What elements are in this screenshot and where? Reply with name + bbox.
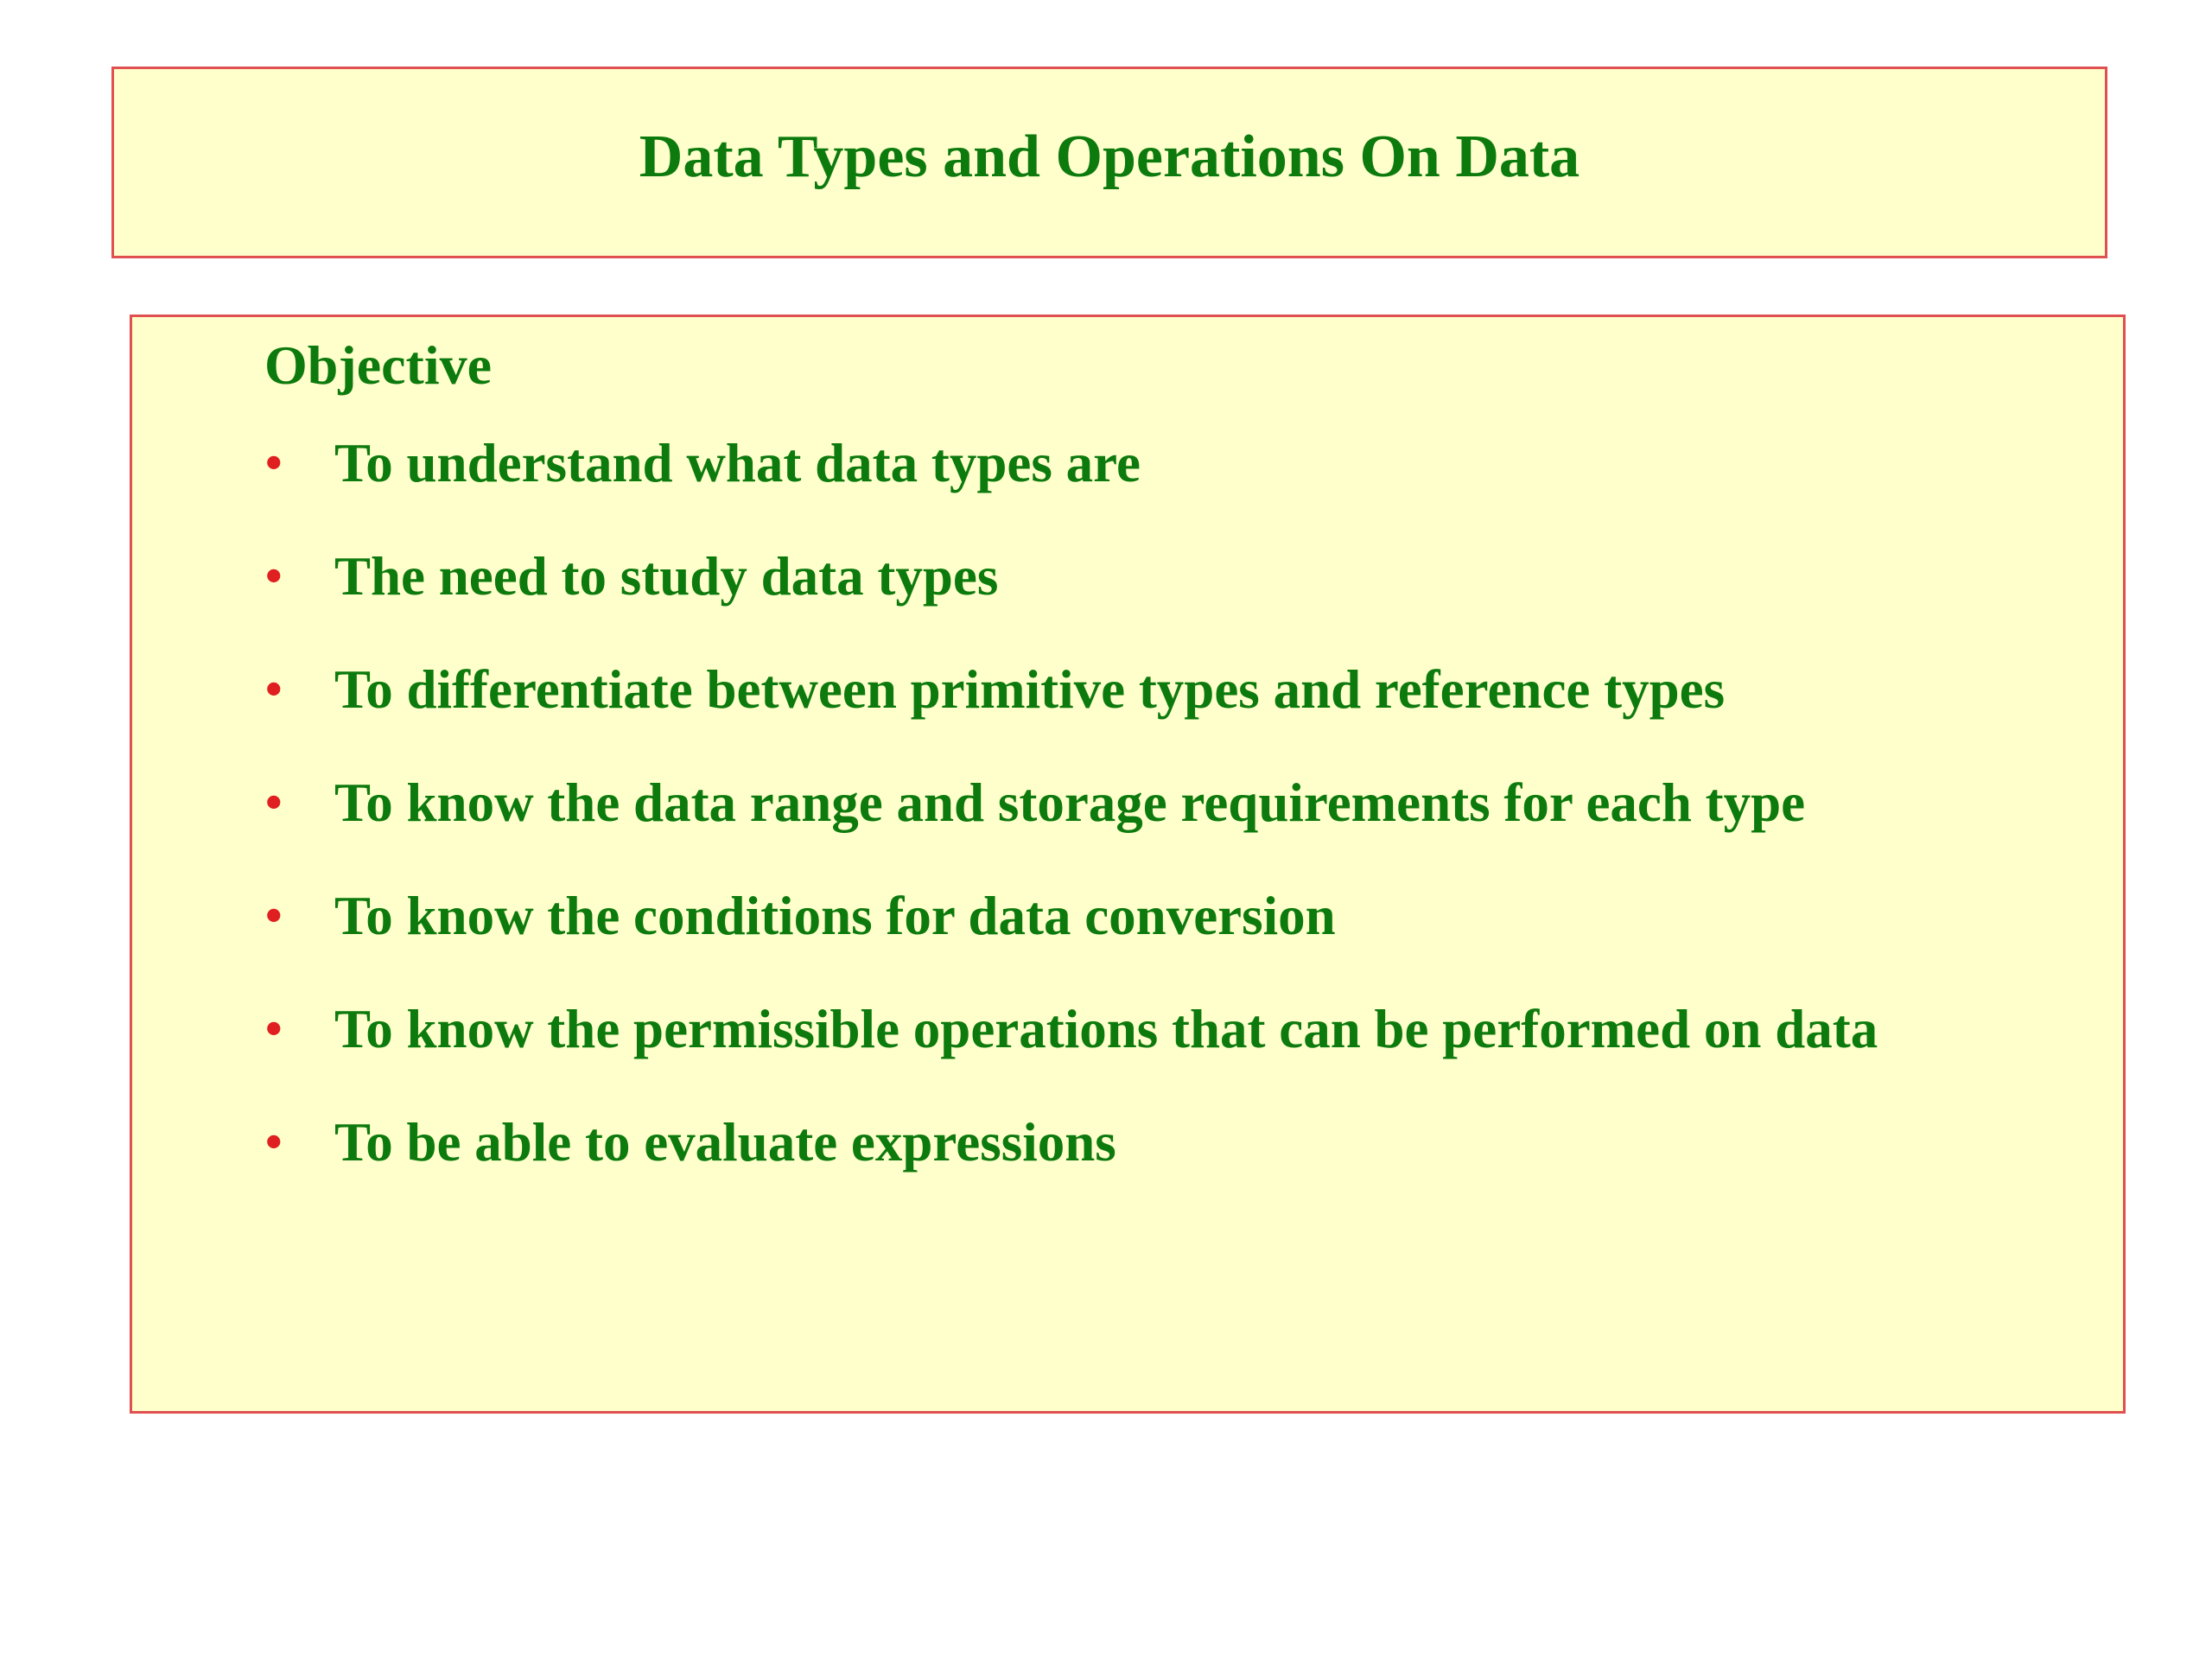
bullet-icon: • — [265, 776, 283, 830]
bullet-icon: • — [265, 436, 283, 490]
list-item — [132, 884, 2123, 997]
objective-box — [130, 315, 2126, 1414]
list-item-text: To know the permissible operations that can be performed on data — [334, 999, 1878, 1059]
objective-list — [132, 431, 2123, 1224]
title-box — [111, 67, 2107, 258]
list-item-text: To be able to evaluate expressions — [334, 1112, 1116, 1173]
bullet-icon: • — [265, 550, 283, 603]
bullet-icon: • — [265, 1002, 283, 1056]
list-item — [132, 997, 2123, 1110]
list-item — [132, 431, 2123, 544]
bullet-icon: • — [265, 889, 283, 943]
list-item — [132, 544, 2123, 658]
list-item — [132, 771, 2123, 884]
list-item-text: The need to study data types — [334, 546, 999, 607]
bullet-icon: • — [265, 663, 283, 716]
objective-heading: Objective — [264, 334, 492, 396]
slide-title: Data Types and Operations On Data — [639, 124, 1580, 190]
bullet-icon: • — [265, 1116, 283, 1169]
list-item-text: To know the data range and storage requirements for each type — [334, 772, 1806, 833]
list-item — [132, 658, 2123, 771]
list-item-text: To differentiate between primitive types and reference types — [334, 659, 1726, 720]
list-item — [132, 1110, 2123, 1224]
list-item-text: To know the conditions for data conversion — [334, 886, 1336, 946]
list-item-text: To understand what data types are — [334, 433, 1141, 493]
